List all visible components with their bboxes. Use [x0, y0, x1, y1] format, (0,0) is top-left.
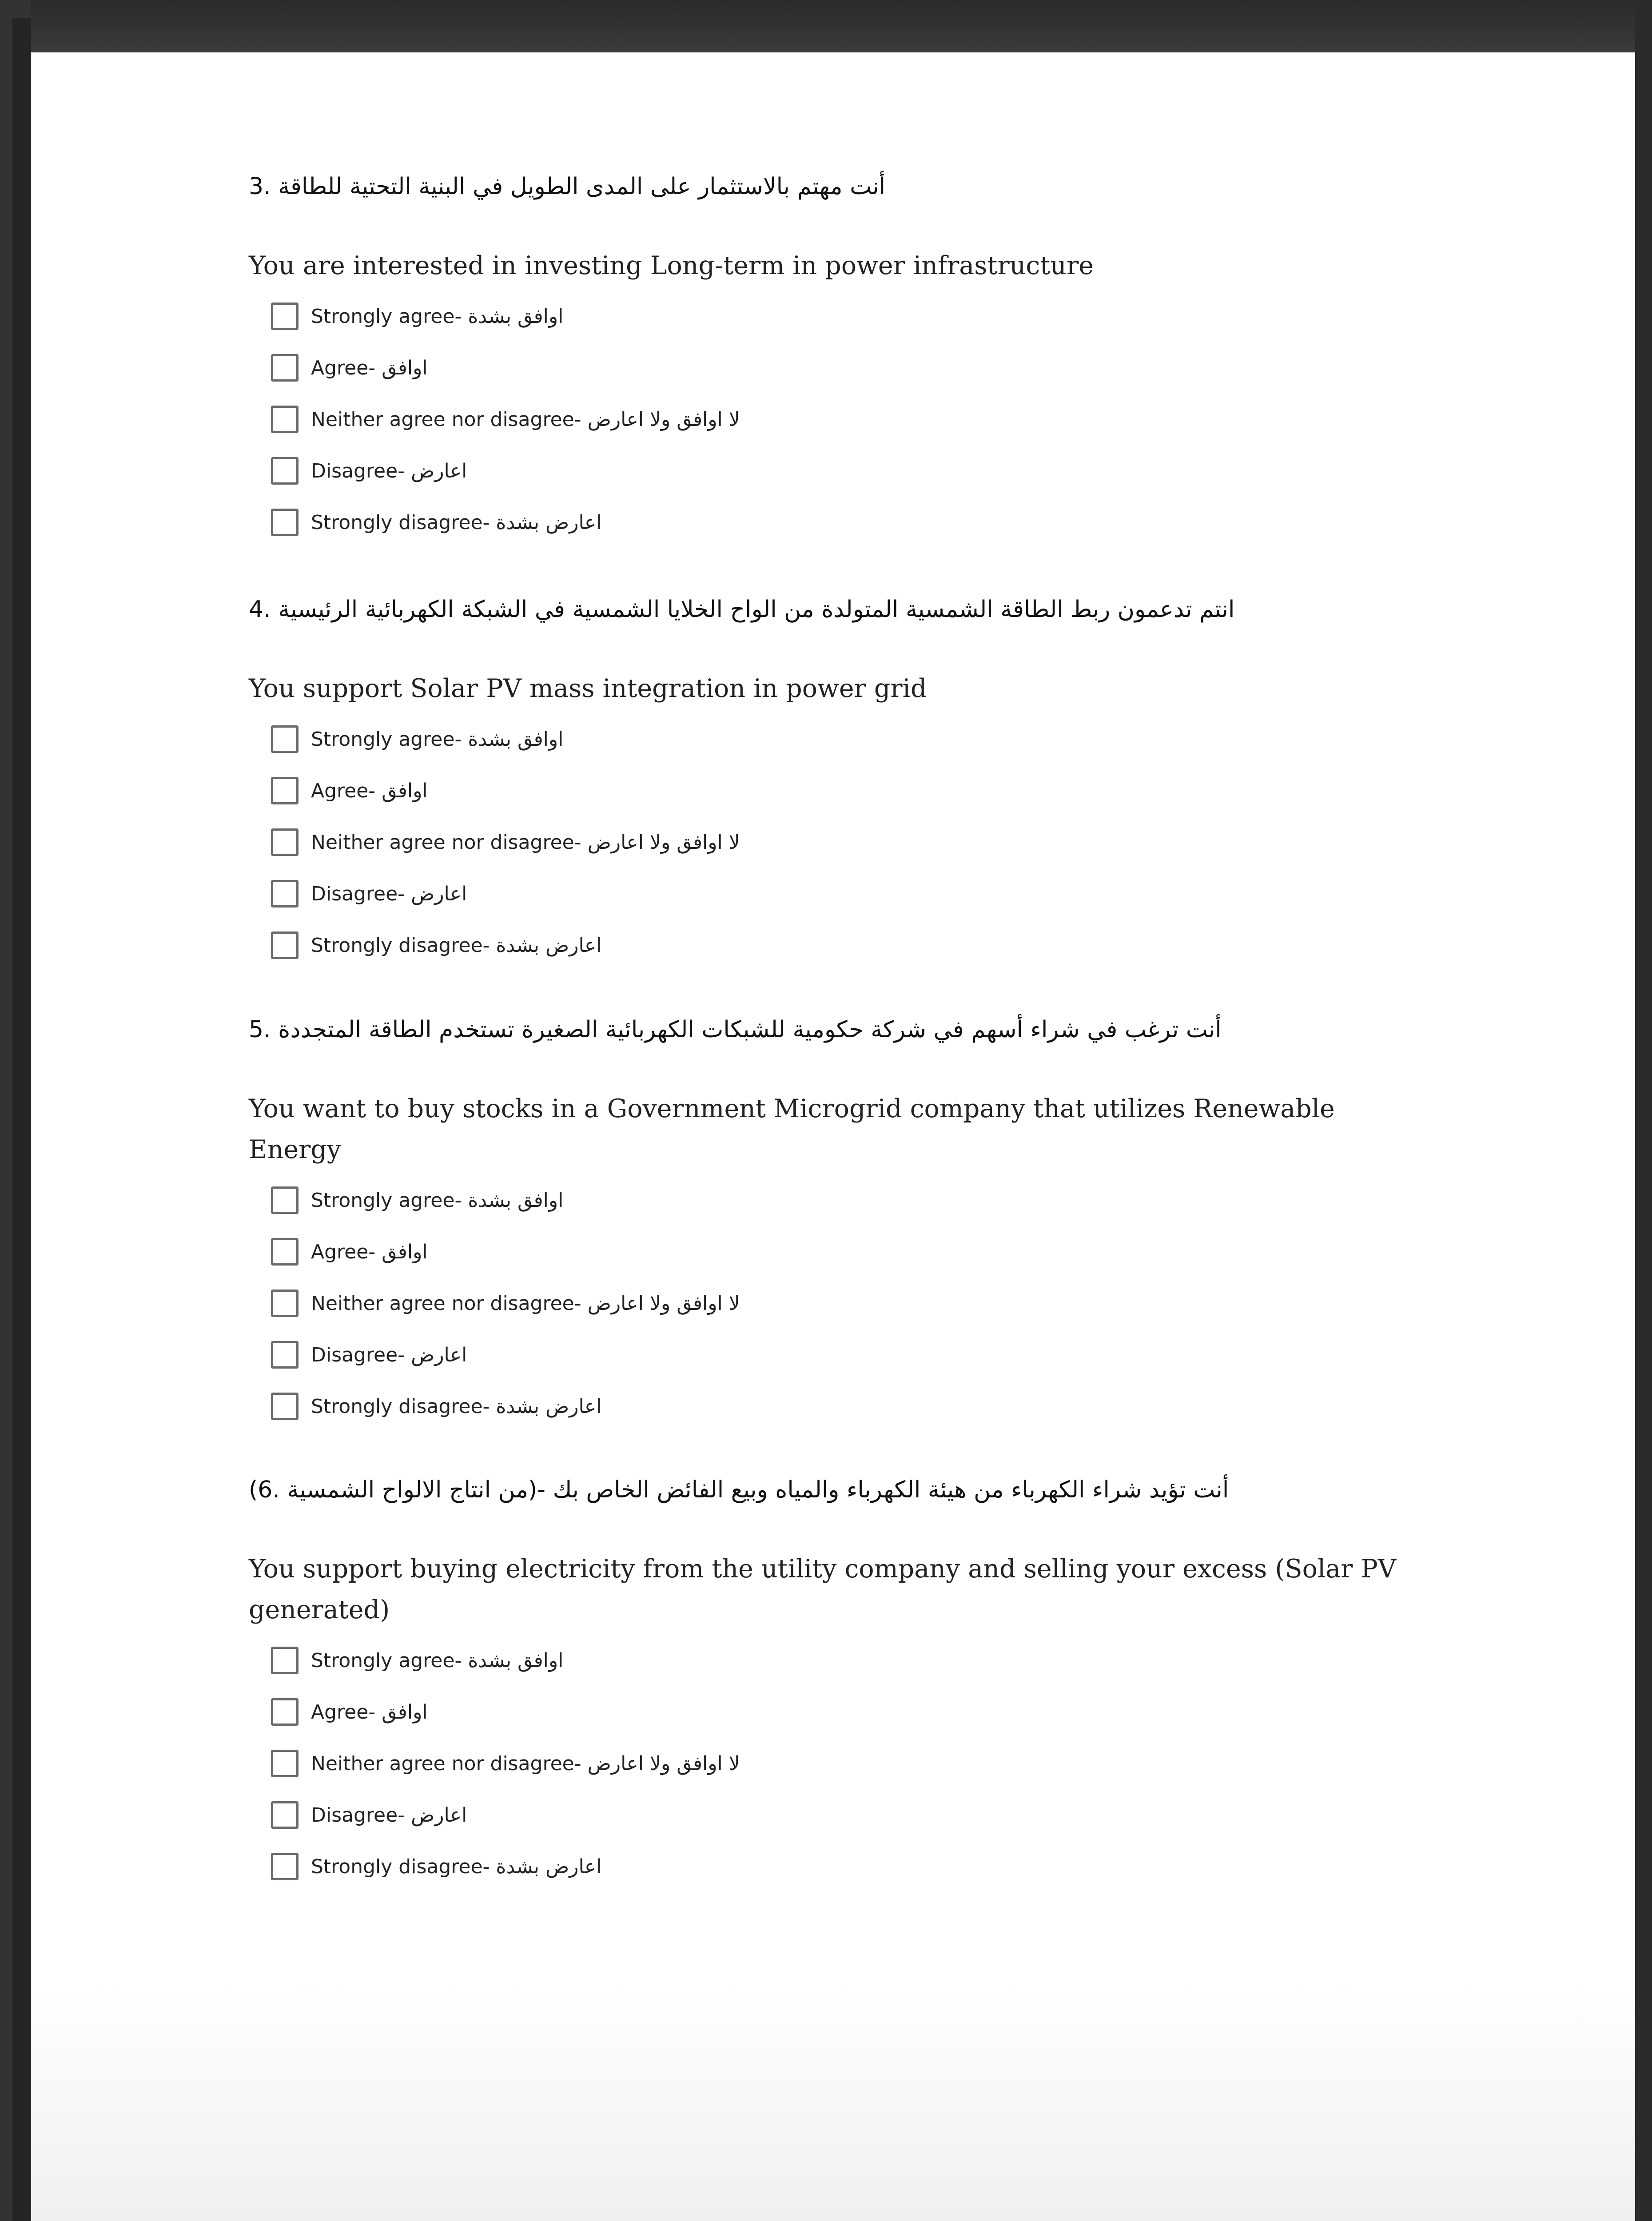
checkbox[interactable]: [271, 1393, 299, 1420]
option-label: Strongly agree- اوافق بشدة: [311, 305, 564, 328]
checkbox[interactable]: [271, 1238, 299, 1266]
option-disagree[interactable]: [271, 1329, 1404, 1381]
question-5-title-arabic: أنت ترغب في شراء أسهم في شركة حكومية للشبكات الكهربائية الصغيرة تستخدم الطاقة المتجددة .5: [249, 1016, 1222, 1043]
option-disagree[interactable]: [271, 1789, 1404, 1841]
question-6-title-arabic: (أنت تؤيد شراء الكهرباء من هيئة الكهرباء والمياه وبيع الفائض الخاص بك -(من انتاج الالواح الشمسية .6: [249, 1477, 1229, 1503]
option-label: Strongly agree- اوافق بشدة: [311, 728, 564, 751]
option-strongly-agree[interactable]: [271, 291, 1404, 342]
option-label: Strongly agree- اوافق بشدة: [311, 1189, 564, 1212]
option-label: Strongly disagree- اعارض بشدة: [311, 1395, 602, 1418]
checkbox[interactable]: [271, 1186, 299, 1214]
option-agree[interactable]: [271, 1686, 1404, 1738]
question-6: [249, 1472, 1404, 1892]
option-strongly-agree[interactable]: [271, 1635, 1404, 1686]
option-label: Neither agree nor disagree- لا اوافق ولا اعارض: [311, 1752, 740, 1775]
checkbox[interactable]: [271, 1290, 299, 1317]
question-6-options: [249, 1635, 1404, 1892]
option-label: Strongly disagree- اعارض بشدة: [311, 934, 602, 957]
option-label: Agree- اوافق: [311, 779, 428, 802]
viewer-top-bar: [0, 0, 1652, 52]
option-agree[interactable]: [271, 765, 1404, 816]
checkbox[interactable]: [271, 303, 299, 330]
option-label: Agree- اوافق: [311, 356, 428, 379]
option-disagree[interactable]: [271, 445, 1404, 497]
checkbox[interactable]: [271, 1341, 299, 1369]
option-strongly-agree[interactable]: [271, 713, 1404, 765]
option-strongly-disagree[interactable]: [271, 1381, 1404, 1432]
checkbox[interactable]: [271, 406, 299, 433]
option-agree[interactable]: [271, 1226, 1404, 1278]
option-strongly-disagree[interactable]: [271, 919, 1404, 971]
option-label: Neither agree nor disagree- لا اوافق ولا اعارض: [311, 831, 740, 854]
option-label: Disagree- اعارض: [311, 1803, 467, 1827]
checkbox[interactable]: [271, 777, 299, 804]
option-label: Agree- اوافق: [311, 1700, 428, 1723]
checkbox[interactable]: [271, 1698, 299, 1726]
viewer-left-shadow: [12, 18, 31, 2221]
question-5-options: [249, 1174, 1404, 1432]
survey-page: [31, 52, 1635, 2221]
option-neutral[interactable]: [271, 1738, 1404, 1789]
option-neutral[interactable]: [271, 816, 1404, 868]
checkbox[interactable]: [271, 931, 299, 959]
question-5-title-english: You want to buy stocks in a Government Microgrid company that utilizes Renewable Energy: [249, 1094, 1335, 1164]
option-label: Disagree- اعارض: [311, 459, 467, 482]
checkbox[interactable]: [271, 1853, 299, 1880]
question-4-options: [249, 713, 1404, 971]
option-neutral[interactable]: [271, 394, 1404, 445]
option-label: Agree- اوافق: [311, 1240, 428, 1263]
option-label: Strongly agree- اوافق بشدة: [311, 1649, 564, 1672]
viewer-left-edge: [0, 0, 31, 2221]
checkbox[interactable]: [271, 1750, 299, 1777]
question-3-title-english: You are interested in investing Long-term in power infrastructure: [249, 251, 1094, 280]
question-4: [249, 592, 1404, 971]
option-label: Strongly disagree- اعارض بشدة: [311, 1855, 602, 1878]
option-strongly-disagree[interactable]: [271, 497, 1404, 548]
option-label: Neither agree nor disagree- لا اوافق ولا اعارض: [311, 408, 740, 431]
question-3: [249, 169, 1404, 548]
option-disagree[interactable]: [271, 868, 1404, 919]
checkbox[interactable]: [271, 828, 299, 856]
checkbox[interactable]: [271, 354, 299, 382]
checkbox[interactable]: [271, 880, 299, 908]
option-label: Neither agree nor disagree- لا اوافق ولا اعارض: [311, 1292, 740, 1315]
question-4-title-english: You support Solar PV mass integration in power grid: [249, 674, 927, 703]
checkbox[interactable]: [271, 509, 299, 536]
option-strongly-disagree[interactable]: [271, 1841, 1404, 1892]
question-3-title-arabic: أنت مهتم بالاستثمار على المدى الطويل في البنية التحتية للطاقة .3: [249, 173, 886, 200]
question-5: [249, 1012, 1404, 1432]
option-label: Disagree- اعارض: [311, 882, 467, 905]
question-3-options: [249, 291, 1404, 548]
option-label: Disagree- اعارض: [311, 1343, 467, 1366]
checkbox[interactable]: [271, 1647, 299, 1674]
option-label: Strongly disagree- اعارض بشدة: [311, 511, 602, 534]
option-agree[interactable]: [271, 342, 1404, 394]
option-neutral[interactable]: [271, 1278, 1404, 1329]
question-6-title-english: You support buying electricity from the utility company and selling your excess (Solar PV generated): [249, 1554, 1397, 1624]
question-4-title-arabic: انتم تدعمون ربط الطاقة الشمسية المتولدة من الواح الخلايا الشمسية في الشبكة الكهربائية الرئيسية .4: [249, 596, 1235, 623]
checkbox[interactable]: [271, 725, 299, 753]
checkbox[interactable]: [271, 1801, 299, 1829]
viewer-right-edge: [1635, 0, 1652, 2221]
checkbox[interactable]: [271, 457, 299, 485]
option-strongly-agree[interactable]: [271, 1174, 1404, 1226]
